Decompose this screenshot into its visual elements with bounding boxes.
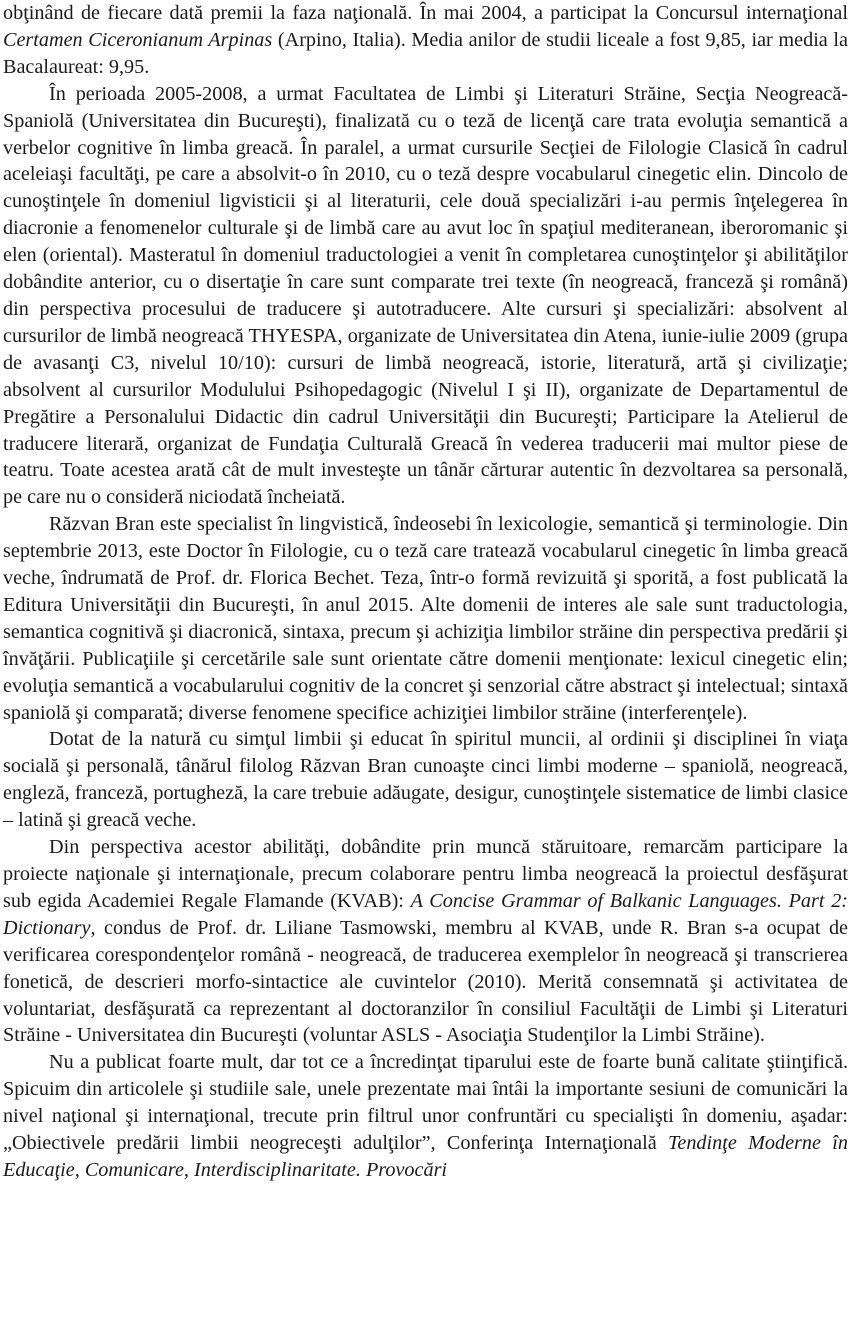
paragraph-specialization [3,511,848,726]
paragraph-university-studies [3,81,848,512]
italic-title-certamen: Certamen Ciceronianum Arpinas [3,28,273,51]
text-segment: Nu a publicat foarte mult, dar tot ce a încredinţat tiparului este de foarte bună calitate ştiinţifică. Spicuim din articolele şi studiile sale, unele prezentate mai întâi la importante sesiuni de comunicări la nivel naţional şi internaţional, trecute prin filtrul unor confruntări cu specialişti în domeniu, aşadar: „Obiectivele predării limbii neogreceşti adulţilor”, Conferinţa Internaţională [3,1051,848,1155]
paragraph-publications [3,1049,848,1184]
text-segment: Răzvan Bran este specialist în lingvistică, îndeosebi în lexicologie, semantică şi terminologie. Din septembrie 2013, este Doctor în Filologie, cu o teză care tratează vocabularul cinegetic în limba greacă veche, îndrumată de Prof. dr. Florica Bechet. Teza, într-o formă revizuită şi sporită, a fost publicată la Editura Universităţii din Bucureşti, în anul 2015. Alte domenii de interes ale sale sunt traductologia, semantica cognitivă şi diacronică, sintaxa, precum şi achiziţia limbilor străine din perspectiva predării şi învăţării. Publicaţiile şi cercetările sale sunt orientate către domenii menţionate: lexicul cinegetic elin; evoluţia semantică a vocabularului cognitiv de la concret şi senzorial către abstract şi intelectual; sintaxă spaniolă şi comparată; diverse fenomene specifice achiziţiei limbilor străine (interferenţele). [3,513,848,724]
document-page [3,0,848,1184]
paragraph-languages [3,726,848,834]
text-segment: Dotat de la natură cu simţul limbii şi educat în spiritul muncii, al ordinii şi disciplinei în viaţa socială şi personală, tânărul filolog Răzvan Bran cunoaşte cinci limbi moderne – spaniolă, neogreacă, engleză, franceză, portugheză, la care trebuie adăugate, desigur, cunoştinţele sistematice de limbi clasice – latină şi greacă veche. [3,728,848,832]
italic-title-grammar: A Concise Grammar of Balkanic Languages. Part 2: Dictionary [3,889,849,939]
text-segment: , condus de Prof. dr. Liliane Tasmowski, membru al KVAB, unde R. Bran s-a ocupat de verificarea corespondenţelor română - neogreacă, de traducerea exemplelor în neogreacă şi transcrierea fonetică, de descrieri morfo-sintactice ale cuvintelor (2010). Merită consemnată şi activitatea de voluntariat, desfăşurată ca reprezentant al doctoranzilor în consiliul Facultăţii de Limbi şi Literaturi Străine - Universitatea din Bucureşti (voluntar ASLS - Asociaţia Studenţilor la Limbi Străine). [3,916,848,1047]
text-segment: În perioada 2005-2008, a urmat Facultatea de Limbi şi Literaturi Străine, Secţia Neogreacă-Spaniolă (Universitatea din Bucureşti), finalizată cu o teză de licenţă care trata evoluţia semantică a verbelor cognitive în limba greacă. În paralel, a urmat cursurile Secţiei de Filologie Clasică în cadrul aceleiaşi facultăţi, pe care a absolvit-o în 2010, cu o teză despre vocabularul cinegetic elin. Dincolo de cunoştinţele în domeniul ligvisticii şi al literaturii, cele două specializări i-au permis înţelegerea în diacronie a fenomenelor culturale şi de limbă care au avut loc în spaţiul mediteranean, iberoromanic şi elen (oriental). Masteratul în domeniul traductologiei a venit în completarea cunoştinţelor şi abilităţilor dobândite anterior, cu o disertaţie în care sunt comparate trei texte (în neogreacă, franceză şi română) din perspectiva procesului de traducere şi autotraducere. Alte cursuri şi specializări: absolvent al cursurilor de limbă neogreacă THYESPA, organizate de Universitatea din Atena, iunie-iulie 2009 (grupa de avasanţi C3, nivelul 10/10): cursuri de limbă neogreacă, istorie, literatură, artă şi civilizaţie; absolvent al cursurilor Modulului Psihopedagogic (Nivelul I şi II), organizate de Departamentul de Pregătire a Personalului Didactic din cadrul Universităţii din Bucureşti; Participare la Atelierul de traducere literară, organizat de Fundaţia Culturală Greacă în vederea traducerii mai multor piese de teatru. Toate acestea arată cât de mult investeşte un tânăr cărturar autentic în dezvoltarea sa personală, pe care nu o consideră niciodată încheiată. [3,82,848,509]
paragraph-projects [3,834,848,1049]
text-segment: Din perspectiva acestor abilităţi, dobândite prin muncă stăruitoare, remarcăm participare la proiecte naţionale şi internaţionale, precum colaborare pentru limba neogreacă la proiectul desfăşurat sub egida Academiei Regale Flamande (KVAB): [3,836,848,912]
italic-title-conference: Tendinţe Moderne în Educaţie, Comunicare, Interdisciplinaritate. Provocări [3,1132,848,1181]
text-segment: obţinând de fiecare dată premii la faza naţională. În mai 2004, a participat la Concursul internaţional [3,2,848,24]
text-segment: (Arpino, Italia). Media anilor de studii liceale a fost 9,85, iar media la Bacalaureat: 9,95. [3,28,848,78]
paragraph-competitions [3,0,848,81]
